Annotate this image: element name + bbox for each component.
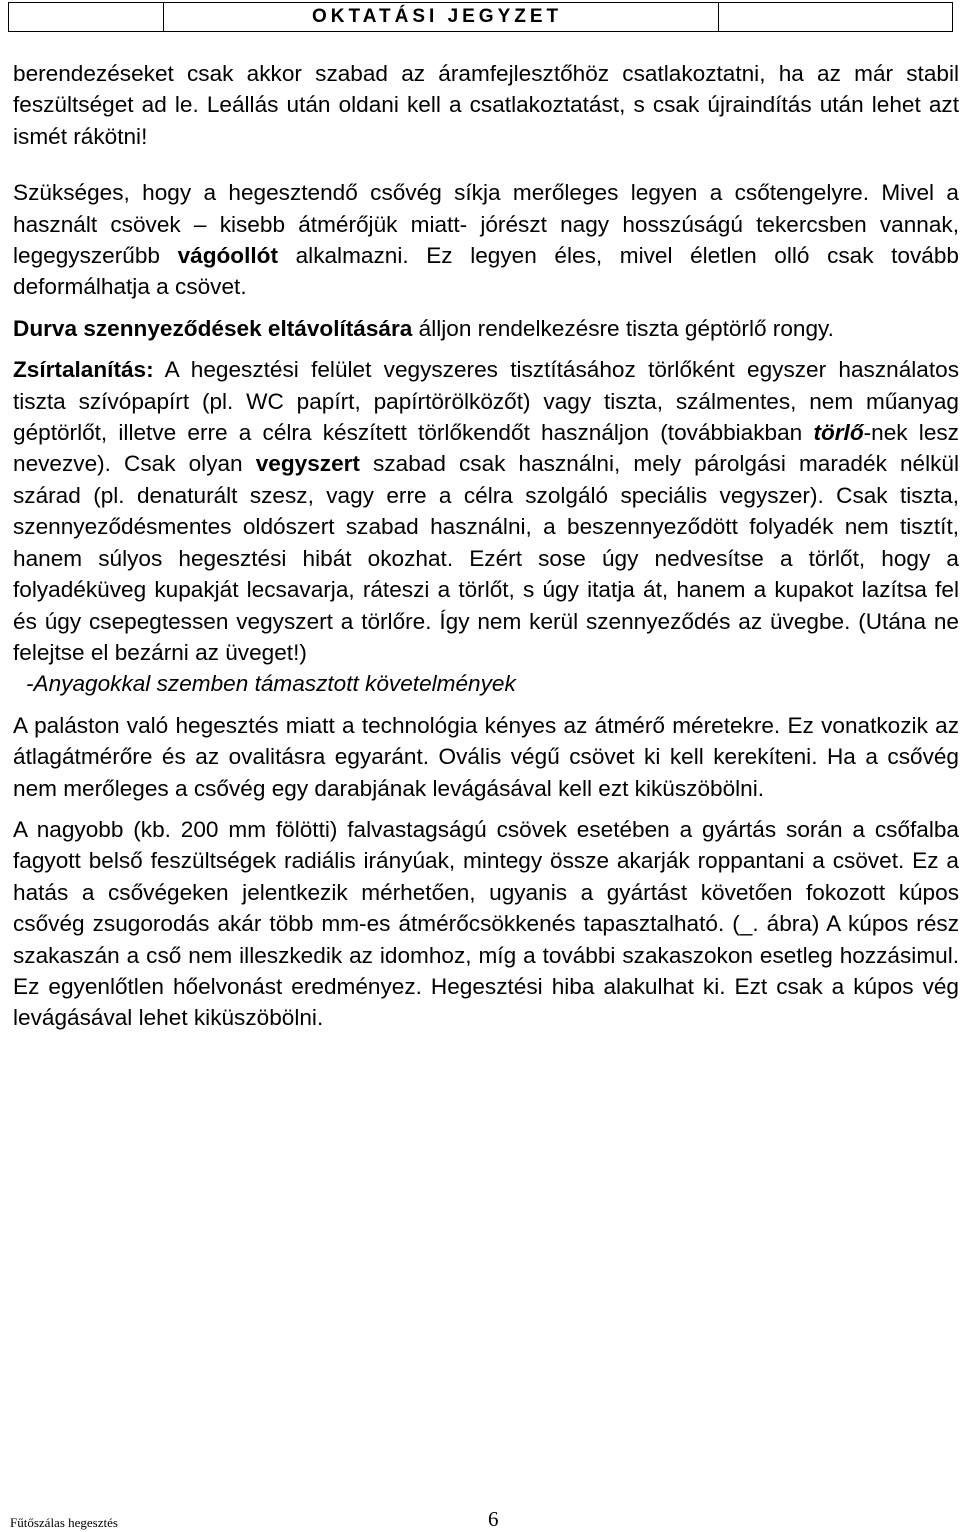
header-title: OKTATÁSI JEGYZET [312, 6, 563, 27]
header-cell-title [164, 3, 719, 31]
header-cell-left [9, 3, 164, 31]
bold-term: vegyszert [255, 451, 360, 477]
text-run: A hegesztési felület vegyszeres tisztításához törlőként egyszer használatos tiszta szívópapírt (pl. WC papírt, papírtörölközőt) vagy tiszta, szálmentes, nem műanyag géptörlőt, illetve erre a célra készített törlőkendőt használjon (továbbiakban [13, 357, 959, 446]
paragraph-3 [13, 313, 959, 344]
paragraph-2 [13, 177, 959, 303]
footer-document-title: Fűtőszálas hegesztés [10, 1515, 118, 1530]
bold-term: Zsírtalanítás: [13, 357, 154, 383]
text-run: Szükséges, hogy a hegesztendő csővég síkja merőleges legyen a csőtengelyre. Mivel a használt csövek – kisebb átmérőjük miatt- jórészt nagy hosszúságú tekercsben vannak, legegyszerűbb [13, 180, 959, 269]
section-heading: -Anyagokkal szemben támasztott követelmények [26, 671, 516, 697]
paragraph-6: A nagyobb (kb. 200 mm fölötti) falvastagságú csövek esetében a gyártás során a csőfalba fagyott belső feszültségek radiális irányúak, mintegy össze akarják roppantani a csövet. Ez a hatás a csővégeken jelentkezik mérhetően, ugyanis a gyártást követően fokozott kúpos csővég zsugorodás akár több mm-es átmérőcsökkenés tapasztalható. (_. ábra) A kúpos rész szakaszán a cső nem illeszkedik az idomhoz, míg a további szakaszokon esetleg hozzásimul. Ez egyenlőtlen hőelvonást eredményez. Hegesztési hiba alakulhat ki. Ezt csak a kúpos vég levágásával lehet kiküszöbölni. [13, 816, 959, 1031]
paragraph-5: A paláston való hegesztés miatt a technológia kényes az átmérő méretekre. Ez vonatkozik az átlagátmérőre és az ovalitásra egyaránt. Ovális végű csövet ki kell kerekíteni. Ha a csővég nem merőleges a csővég egy darabjának levágásával kell ezt kiküszöbölni. [13, 712, 959, 801]
page-number: 6 [488, 1507, 499, 1531]
text-run: -nek lesz nevezve). Csak olyan [13, 420, 959, 477]
text-run: álljon rendelkezésre tiszta géptörlő rongy. [412, 315, 834, 341]
page-footer [10, 1507, 950, 1529]
bold-term: vágóollót [177, 243, 278, 269]
bold-italic-term: törlő [813, 420, 864, 446]
header-cell-right [719, 3, 952, 31]
page-header [8, 2, 953, 32]
bold-term: Durva szennyeződések eltávolítására [13, 315, 413, 341]
document-body [13, 58, 959, 1034]
paragraph-4 [13, 354, 959, 668]
text-run: alkalmazni. Ez legyen éles, mivel életlen olló csak tovább deformálhatja a csövet. [13, 243, 959, 300]
text-run: szabad csak használni, mely párolgási maradék nélkül szárad (pl. denaturált szesz, vagy erre a célra szolgáló speciális vegyszer). Csak tiszta, szennyeződésmentes oldószert szabad használni, a beszennyeződött folyadék nem tisztít, hanem súlyos hegesztési hibát okozhat. Ezért sose úgy nedvesítse a törlőt, hogy a folyadéküveg kupakját lecsavarja, ráteszi a törlőt, s úgy itatja át, hanem a kupakot lazítsa fel és úgy csepegtessen vegyszert a törlőre. Így nem kerül szennyeződés az üvegbe. (Utána ne felejtse el bezárni az üveget!) [13, 451, 959, 665]
paragraph-1: berendezéseket csak akkor szabad az áramfejlesztőhöz csatlakoztatni, ha az már stabil feszültséget ad le. Leállás után oldani kell a csatlakoztatást, s csak újraindítás után lehet azt ismét rákötni! [13, 61, 959, 149]
